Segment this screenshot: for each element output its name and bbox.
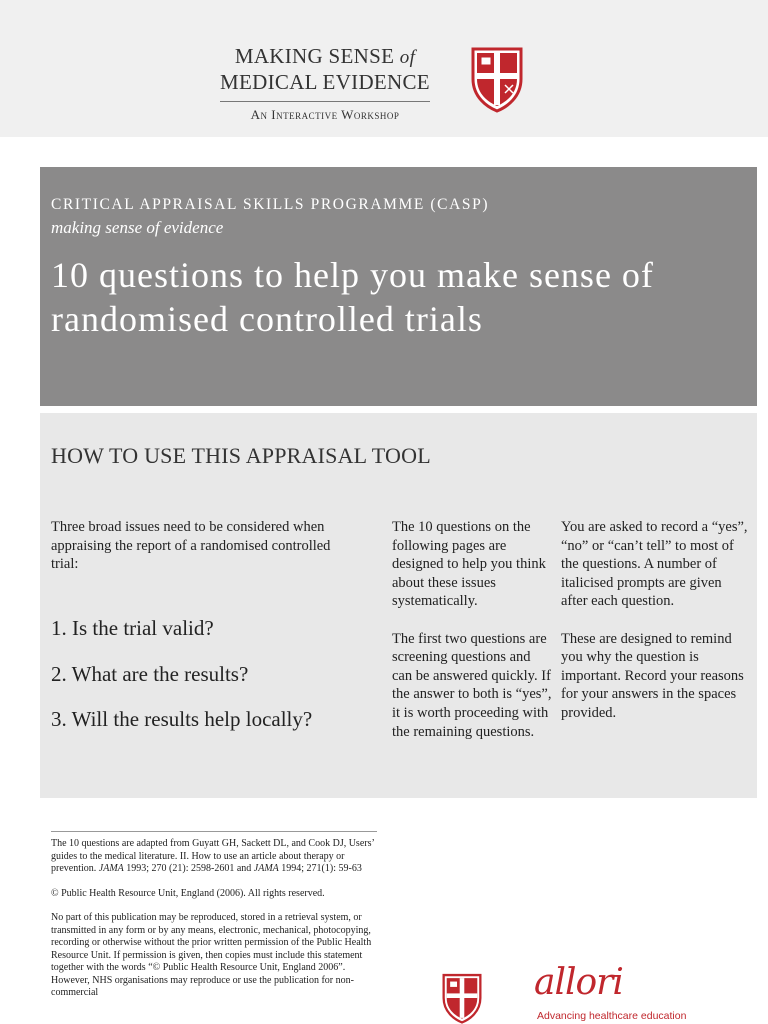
footnote-copyright: © Public Health Resource Unit, England (2006). All rights reserved. [51,887,325,899]
programme-tagline: making sense of evidence [51,218,224,237]
column-answers-info [561,518,751,723]
footnote-reference: The 10 questions are adapted from Guyatt GH, Sackett DL, and Cook DJ, Users’ guides to the medical literature. II. How to use an article about therapy or prevention. JAMA 1993; 270 (21): 2598-2601 and JAMA 1994; 271(1): 59-63 [51,838,375,874]
howto-panel [40,413,757,498]
footnote-divider [51,831,377,832]
column-questions-info [392,518,552,741]
brand-line1: MAKING SENSE of [234,44,416,68]
page-title: 10 questions to help you make sense of randomised controlled trials [51,255,654,339]
footnote-notice: No part of this publication may be reproduced, stored in a retrieval system, or transmitted in any form or by any means, electronic, mechanical, photocopying, recording or otherwise without the prior written permission of the Public Health Resource Unit. If permission is given, then copies must include this statement together with the words “© Public Health Resource Unit, England 2006”. However, NHS organisations may reproduce or use the publication for non-commercial [51,912,372,998]
university-crest-icon [469,45,525,113]
university-crest-icon [438,972,486,1024]
header-band [0,0,768,137]
allori-logo [534,962,687,1024]
questions-para-1: The 10 questions on the following pages are designed to help you think about these issues systematically. [392,519,546,610]
instructions-panel [40,498,757,798]
footnote-block [51,838,377,1012]
issue-question-3: 3. Will the results help locally? [51,707,313,731]
title-panel [40,167,757,406]
issue-question-2: 2. What are the results? [51,662,249,686]
questions-para-2: The first two questions are screening questions and can be answered quickly. If the answer to both is “yes”, it is worth proceeding with the remaining questions. [392,630,552,740]
column-issues [51,518,361,731]
programme-name: CRITICAL APPRAISAL SKILLS PROGRAMME (CASP) [51,196,490,213]
allori-tagline: Advancing healthcare education [537,1010,687,1022]
answers-para-2: These are designed to remind you why the question is important. Record your reasons for your answers in the spaces provided. [561,630,744,721]
answers-para-1: You are asked to record a “yes”, “no” or “can’t tell” to most of the questions. A number of italicised prompts are given after each question. [561,519,748,610]
brand-block [220,44,430,123]
allori-wordmark: allori [534,962,623,1003]
brand-divider [220,101,430,102]
brand-line2: MEDICAL EVIDENCE [220,70,430,94]
issue-question-1: 1. Is the trial valid? [51,616,214,640]
brand-subtitle: An Interactive Workshop [250,107,400,122]
issues-intro: Three broad issues need to be considered when appraising the report of a randomised controlled trial: [51,519,331,572]
howto-heading: HOW TO USE THIS APPRAISAL TOOL [51,443,431,468]
